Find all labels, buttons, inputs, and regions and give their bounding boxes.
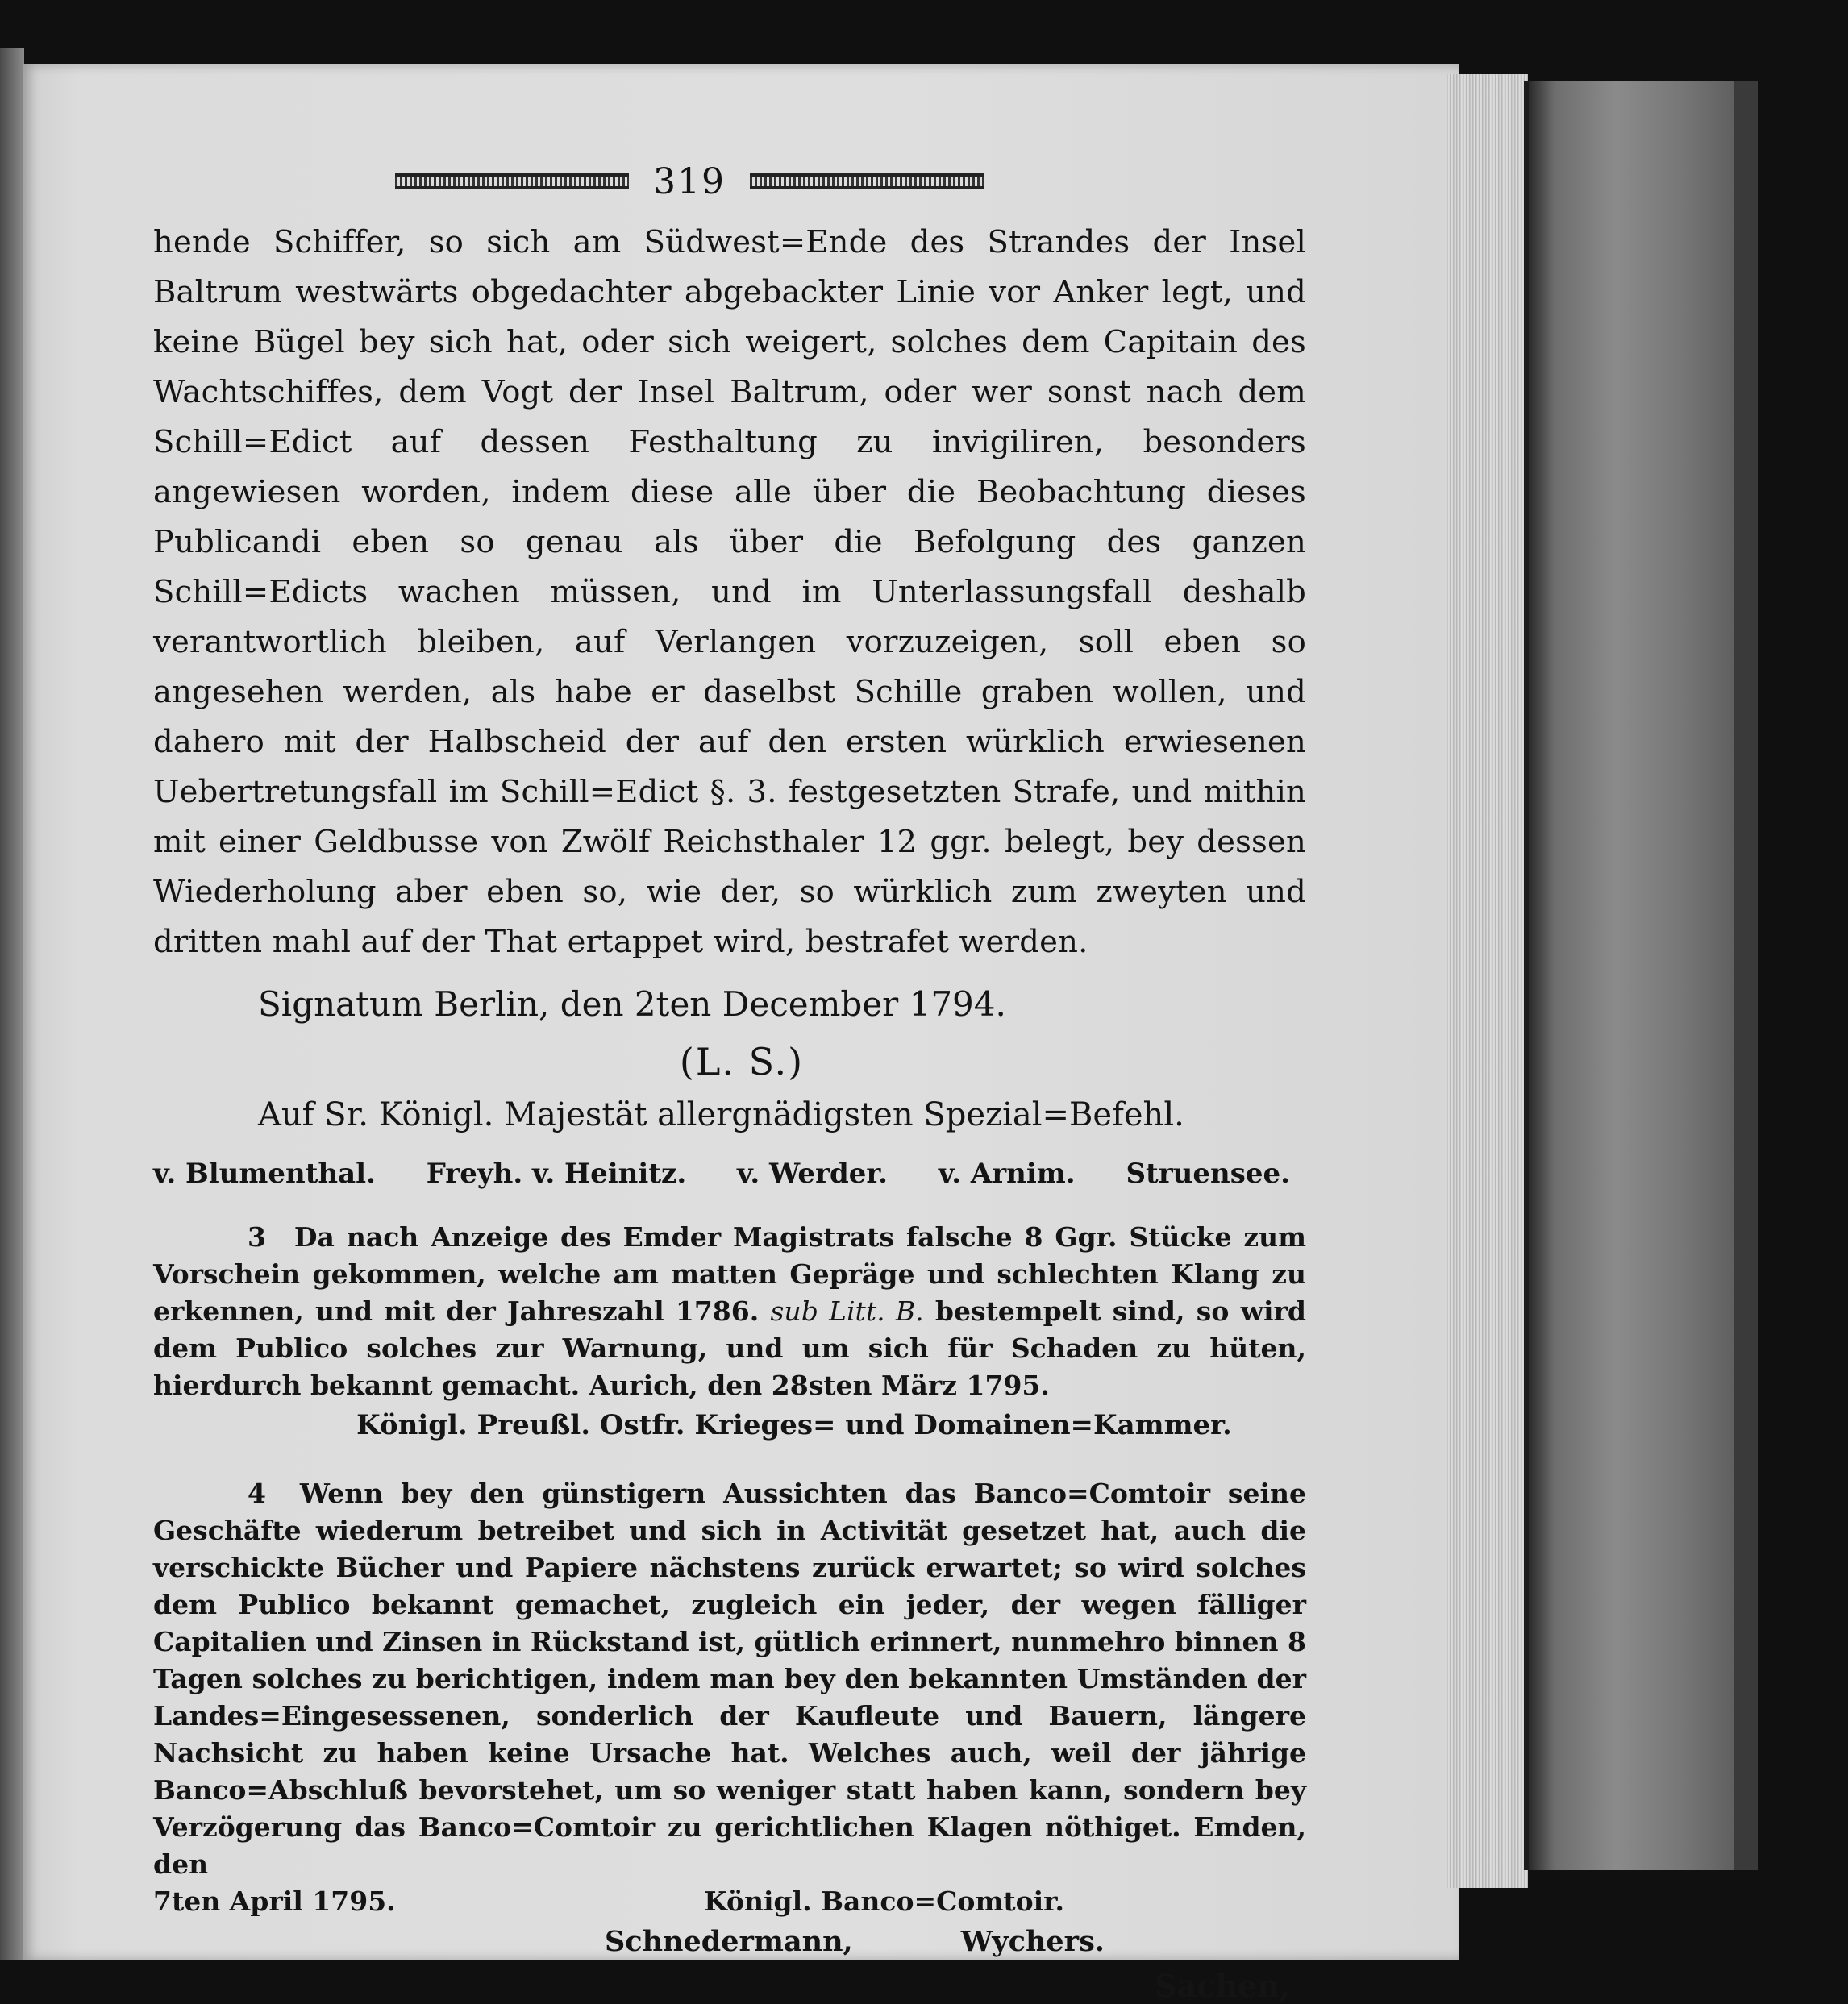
page-block-edges xyxy=(1447,74,1528,1888)
left-page-edge xyxy=(0,48,24,1960)
notice-number: 4 xyxy=(248,1478,266,1509)
notice-4 xyxy=(153,1475,1306,1883)
page-header xyxy=(395,145,984,218)
signer: v. Werder. xyxy=(737,1158,889,1190)
notice-text: Wenn bey den günstigern Aussichten das Banco=Comtoir seine Geschäfte wiederum betreibet und sich in Activität gesetzet hat, auch die verschickte Bücher und Papiere nächstens zurück erwartet; so wird solches dem Publico bekannt gemachet, zugleich ein jeder, der wegen fälliger Capitalien und Zinsen in Rückstand ist, gütlich erinnert, nunmehro binnen 8 Tagen solches zu berichtigen, indem man bey den bekannten Umständen der Landes=Eingesessenen, sonderlich der Kaufleute und Bauern, längere Nachsicht zu haben keine Ursache hat. Welches auch, weil der jährige Banco=Abschluß bevorstehet, um so weniger statt haben kann, sondern bey Verzögerung das Banco=Comtoir zu gerichtlichen Klagen nöthiget. Emden, den xyxy=(153,1478,1306,1880)
notice-3 xyxy=(153,1219,1306,1404)
command-line: Auf Sr. Königl. Majestät allergnädigsten Spezial=Befehl. xyxy=(258,1096,1184,1133)
page-content xyxy=(153,145,1306,2004)
notice-4-signers xyxy=(605,1925,1105,1958)
signer: Struensee. xyxy=(1126,1158,1290,1190)
header-rule-right xyxy=(750,173,984,189)
signer: v. Arnim. xyxy=(938,1158,1076,1190)
header-rule-left xyxy=(395,173,629,189)
notice-number: 3 xyxy=(248,1221,266,1253)
notice-date: 7ten April 1795. xyxy=(153,1886,396,1917)
notice-4-date-line xyxy=(153,1883,1306,1920)
signer: Freyh. v. Heinitz. xyxy=(426,1158,687,1190)
catchword: Sachen, xyxy=(1155,1968,1290,2004)
page-number: 319 xyxy=(653,160,726,202)
signer: v. Blumenthal. xyxy=(153,1158,376,1190)
notice-text: bestempelt sind, so wird dem Publico solches zur Warnung, und um sich für Schaden zu hüten, hierdurch bekannt gemacht. Aurich, den 28sten März 1795. xyxy=(153,1295,1307,1401)
signatum-line: Signatum Berlin, den 2ten December 1794. xyxy=(258,984,1006,1024)
main-text: hende Schiffer, so sich am Südwest=Ende des Strandes der Insel Baltrum westwärts obgedachter abgebackter Linie vor Anker legt, und keine Bügel bey sich hat, oder sich weigert, solches dem Capitain des Wachtschiffes, dem Vogt der Insel Baltrum, oder wer sonst nach dem Schill=Edict auf dessen Festhaltung zu invigiliren, besonders angewiesen worden, indem diese alle über die Beobachtung dieses Publicandi eben so genau als über die Befolgung des ganzen Schill=Edicts wachen müssen, und im Unterlassungsfall deshalb verantwortlich bleiben, auf Verlangen vorzuzeigen, soll eben so angesehen werden, als habe er daselbst Schille graben wollen, und dahero mit der Halbscheid der auf den ersten würklich erwiesenen Uebertretungsfall im Schill=Edict §. 3. festgesetzten Strafe, und mithin mit einer Geldbusse von Zwölf Reichsthaler 12 ggr. belegt, bey dessen Wiederholung aber eben so, wie der, so würklich zum zweyten und dritten mahl auf der That ertappet wird, bestrafet werden. xyxy=(153,224,1306,960)
signers-row xyxy=(153,1158,1306,1190)
notice-text: Da nach Anzeige des Emder Magistrats falsche 8 Ggr. Stücke zum Vorschein gekommen, welche am matten Gepräge und schlechten Klang zu erkennen, und mit der Jahreszahl 1786. xyxy=(153,1221,1307,1327)
seal-mark: (L. S.) xyxy=(679,1040,805,1083)
signer: Wychers. xyxy=(960,1925,1105,1958)
notice-4-office: Königl. Banco=Comtoir. xyxy=(704,1886,1064,1917)
cover-spine xyxy=(1734,81,1758,1870)
notice-italic: sub Litt. B. xyxy=(770,1295,924,1327)
signer: Schnedermann, xyxy=(605,1925,853,1958)
book-cover xyxy=(1524,81,1746,1870)
notice-3-office: Königl. Preußl. Ostfr. Krieges= und Domainen=Kammer. xyxy=(356,1409,1232,1441)
